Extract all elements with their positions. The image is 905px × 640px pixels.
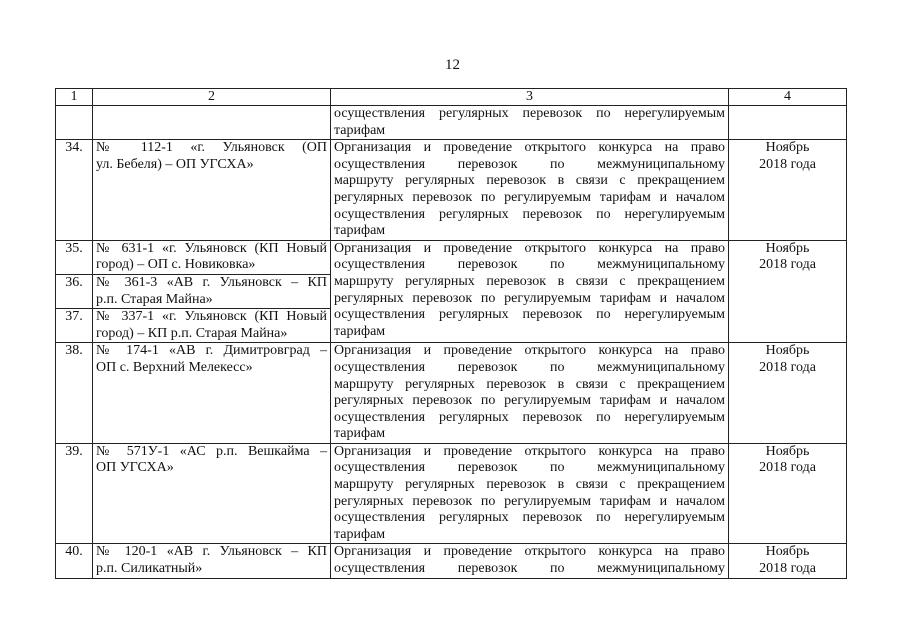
cell-route: № 120-1 «АВ г. Ульяновск – КП р.п. Силикатный» <box>93 544 331 578</box>
cell-date: Ноябрь 2018 года <box>729 140 847 241</box>
column-header: 2 <box>93 89 331 106</box>
cell-route: № 112-1 «г. Ульяновск (ОП ул. Бебеля) – ОП УГСХА» <box>93 140 331 241</box>
cell-route: № 174-1 «АВ г. Димитровград – ОП с. Верхний Мелекесс» <box>93 343 331 444</box>
table-row <box>56 544 847 578</box>
cell-description: осуществления регулярных перевозок по нерегулируемым тарифам <box>331 106 729 140</box>
cell-date <box>729 106 847 140</box>
cell-date: Ноябрь 2018 года <box>729 240 847 343</box>
routes-table <box>55 88 847 579</box>
cell-route: № 361-3 «АВ г. Ульяновск – КП р.п. Старая Майна» <box>93 274 331 308</box>
cell-num: 37. <box>56 309 93 343</box>
table-row <box>56 343 847 444</box>
table-row <box>56 106 847 140</box>
table-row <box>56 443 847 544</box>
table-row <box>56 140 847 241</box>
cell-description: Организация и проведение открытого конкурса на право осуществления перевозок по межмуниципальному <box>331 544 729 578</box>
column-header: 3 <box>331 89 729 106</box>
cell-date: Ноябрь 2018 года <box>729 443 847 544</box>
cell-date: Ноябрь 2018 года <box>729 343 847 444</box>
cell-num: 40. <box>56 544 93 578</box>
cell-date: Ноябрь 2018 года <box>729 544 847 578</box>
cell-route <box>93 106 331 140</box>
table-row <box>56 240 847 274</box>
cell-description: Организация и проведение открытого конкурса на право осуществления перевозок по межмуниципальному маршруту регулярных перевозок в связи с прекращением регулярных перевозок по регулируемым тарифам и началом осуществления регулярных перевозок по нерегулируемым тарифам <box>331 443 729 544</box>
cell-route: № 631-1 «г. Ульяновск (КП Новый город) – ОП с. Новиковка» <box>93 240 331 274</box>
cell-description: Организация и проведение открытого конкурса на право осуществления перевозок по межмуниципальному маршруту регулярных перевозок в связи с прекращением регулярных перевозок по регулируемым тарифам и началом осуществления регулярных перевозок по нерегулируемым тарифам <box>331 343 729 444</box>
cell-route: № 337-1 «г. Ульяновск (КП Новый город) – КП р.п. Старая Майна» <box>93 309 331 343</box>
cell-description: Организация и проведение открытого конкурса на право осуществления перевозок по межмуниципальному маршруту регулярных перевозок в связи с прекращением регулярных перевозок по регулируемым тарифам и началом осуществления регулярных перевозок по нерегулируемым тарифам <box>331 240 729 343</box>
cell-num: 39. <box>56 443 93 544</box>
cell-num <box>56 106 93 140</box>
cell-description: Организация и проведение открытого конкурса на право осуществления перевозок по межмуниципальному маршруту регулярных перевозок в связи с прекращением регулярных перевозок по регулируемым тарифам и началом осуществления регулярных перевозок по нерегулируемым тарифам <box>331 140 729 241</box>
header-row <box>56 89 847 106</box>
cell-num: 36. <box>56 274 93 308</box>
cell-num: 35. <box>56 240 93 274</box>
column-header: 1 <box>56 89 93 106</box>
column-header: 4 <box>729 89 847 106</box>
page-number: 12 <box>445 57 460 73</box>
cell-route: № 571У-1 «АС р.п. Вешкайма – ОП УГСХА» <box>93 443 331 544</box>
cell-num: 38. <box>56 343 93 444</box>
cell-num: 34. <box>56 140 93 241</box>
